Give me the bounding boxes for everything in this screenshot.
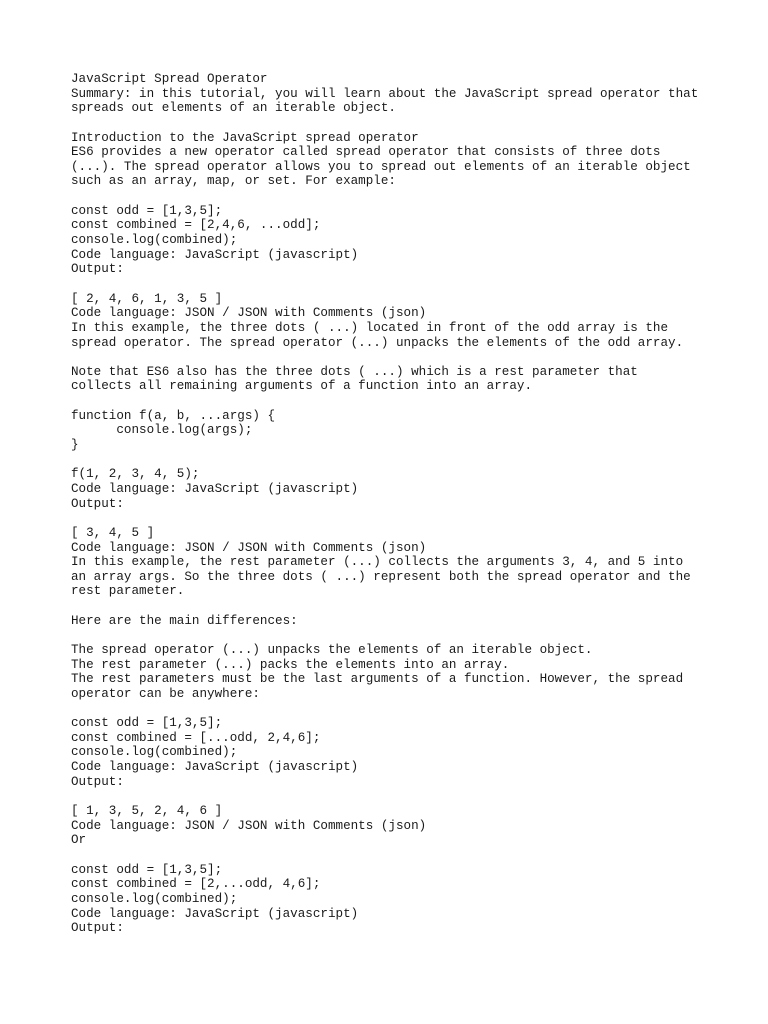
text-line: spreads out elements of an iterable object.: [71, 101, 396, 116]
blank-line: [71, 511, 731, 526]
text-line: spread operator. The spread operator (...) unpacks the elements of the odd array.: [71, 335, 684, 350]
text-line: such as an array, map, or set. For example:: [71, 174, 396, 189]
blank-line: [71, 848, 731, 863]
text-line: The spread operator (...) unpacks the elements of an iterable object.: [71, 642, 593, 657]
text-line: Note that ES6 also has the three dots ( ...) which is a rest parameter that: [71, 364, 638, 379]
blank-line: [71, 599, 731, 614]
text-line: Output:: [71, 774, 124, 789]
text-line: Code language: JSON / JSON with Comments (json): [71, 306, 427, 321]
blank-line: [71, 394, 731, 409]
blank-line: [71, 116, 731, 131]
text-line: Code language: JavaScript (javascript): [71, 481, 359, 496]
text-line: Output:: [71, 921, 124, 936]
text-line: Introduction to the JavaScript spread operator: [71, 130, 419, 145]
text-line: Here are the main differences:: [71, 613, 298, 628]
text-line: Summary: in this tutorial, you will learn about the JavaScript spread operator that: [71, 86, 699, 101]
text-line: [ 3, 4, 5 ]: [71, 525, 155, 540]
text-line: an array args. So the three dots ( ...) represent both the spread operator and the: [71, 569, 691, 584]
text-line: rest parameter.: [71, 584, 185, 599]
text-line: operator can be anywhere:: [71, 686, 260, 701]
text-line: console.log(args);: [71, 423, 253, 438]
text-line: collects all remaining arguments of a function into an array.: [71, 379, 533, 394]
blank-line: [71, 628, 731, 643]
text-line: ES6 provides a new operator called spread operator that consists of three dots: [71, 145, 661, 160]
text-line: const odd = [1,3,5];: [71, 716, 223, 731]
text-line: Or: [71, 833, 87, 848]
text-line: Output:: [71, 262, 124, 277]
text-line: The rest parameters must be the last arguments of a function. However, the spread: [71, 672, 684, 687]
blank-line: [71, 277, 731, 292]
text-line: Code language: JavaScript (javascript): [71, 906, 359, 921]
text-line: const combined = [2,...odd, 4,6];: [71, 877, 321, 892]
text-line: const odd = [1,3,5];: [71, 203, 223, 218]
text-line: The rest parameter (...) packs the elements into an array.: [71, 657, 510, 672]
text-line: function f(a, b, ...args) {: [71, 408, 276, 423]
text-line: In this example, the three dots ( ...) located in front of the odd array is the: [71, 320, 669, 335]
text-line: console.log(combined);: [71, 745, 238, 760]
text-line: (...). The spread operator allows you to spread out elements of an iterable object: [71, 159, 691, 174]
text-line: Code language: JavaScript (javascript): [71, 760, 359, 775]
text-line: Code language: JSON / JSON with Comments (json): [71, 818, 427, 833]
text-line: console.log(combined);: [71, 233, 238, 248]
text-line: [ 1, 3, 5, 2, 4, 6 ]: [71, 804, 223, 819]
text-line: }: [71, 438, 79, 453]
blank-line: [71, 789, 731, 804]
blank-line: [71, 453, 731, 468]
text-line: const odd = [1,3,5];: [71, 862, 223, 877]
text-line: const combined = [2,4,6, ...odd];: [71, 218, 321, 233]
text-line: Code language: JSON / JSON with Comments (json): [71, 540, 427, 555]
blank-line: [71, 189, 731, 204]
text-line: In this example, the rest parameter (...) collects the arguments 3, 4, and 5 into: [71, 555, 684, 570]
document-page: [71, 72, 731, 936]
text-line: console.log(combined);: [71, 891, 238, 906]
text-line: Code language: JavaScript (javascript): [71, 247, 359, 262]
blank-line: [71, 702, 731, 717]
text-line: const combined = [...odd, 2,4,6];: [71, 730, 321, 745]
document-title: JavaScript Spread Operator: [71, 72, 268, 86]
text-line: Output:: [71, 496, 124, 511]
text-line: f(1, 2, 3, 4, 5);: [71, 467, 200, 482]
text-line: [ 2, 4, 6, 1, 3, 5 ]: [71, 291, 223, 306]
blank-line: [71, 350, 731, 365]
